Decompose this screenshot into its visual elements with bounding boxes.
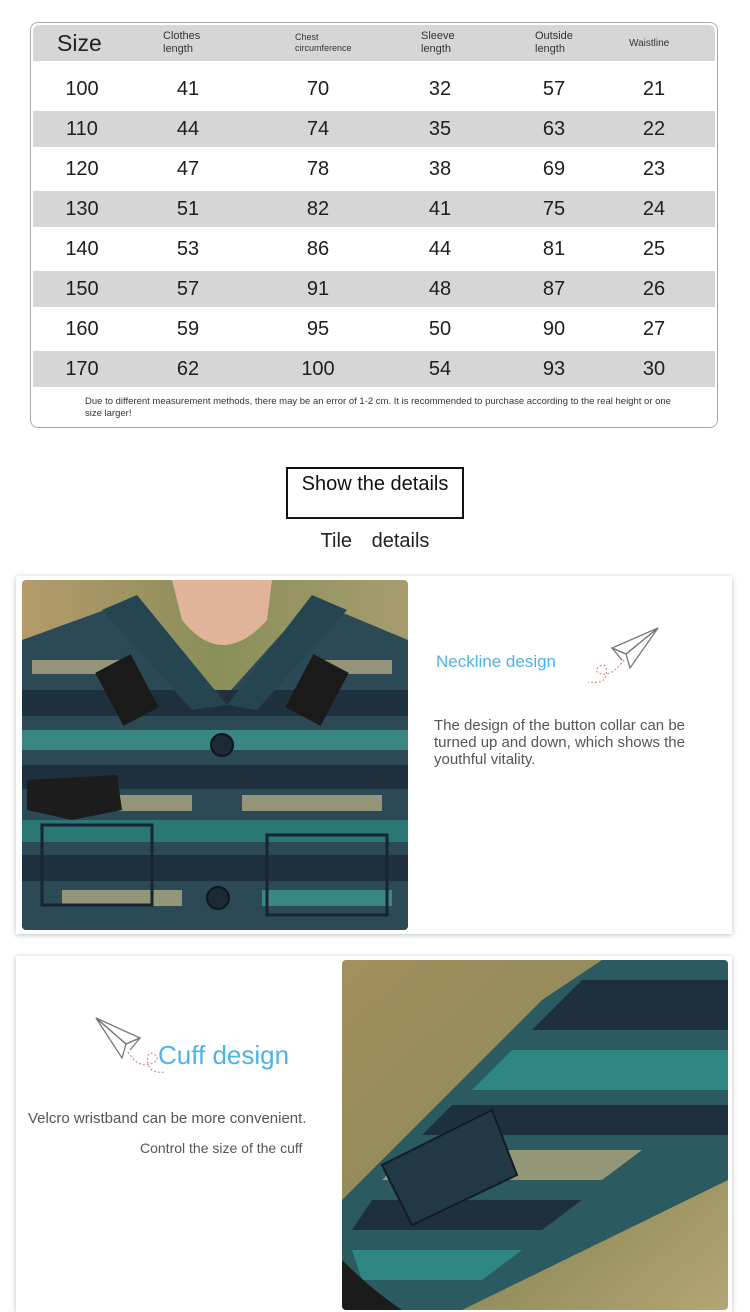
waistline-cell: 24 xyxy=(642,197,666,220)
outside-length-cell: 75 xyxy=(542,197,566,220)
neckline-description: The design of the button collar can be turned up and down, which shows the youthful vitality. xyxy=(434,717,686,768)
cuff-design-title: Cuff design xyxy=(158,1040,290,1070)
waistline-cell: 25 xyxy=(642,237,666,260)
header-size: Size xyxy=(57,29,102,56)
sleeve-cell: 48 xyxy=(428,277,452,300)
clothes-length-cell: 62 xyxy=(176,357,200,380)
table-header-row xyxy=(33,25,715,61)
waistline-cell: 21 xyxy=(642,77,666,100)
table-row xyxy=(33,271,715,307)
outside-length-cell: 63 xyxy=(542,117,566,140)
size-cell: 140 xyxy=(65,237,99,260)
size-cell: 110 xyxy=(66,117,98,140)
outside-length-cell: 57 xyxy=(542,77,566,100)
size-cell: 170 xyxy=(65,357,99,380)
cuff-feature-card xyxy=(16,956,732,1312)
outside-length-cell: 81 xyxy=(542,237,566,260)
sleeve-cell: 35 xyxy=(428,117,452,140)
outside-length-cell: 87 xyxy=(542,277,566,300)
show-details-heading xyxy=(286,467,464,519)
sleeve-cell: 54 xyxy=(428,357,452,380)
cuff-description-primary: Velcro wristband can be more convenient. xyxy=(28,1110,307,1127)
clothes-length-cell: 51 xyxy=(176,197,200,220)
clothes-length-cell: 59 xyxy=(176,317,200,340)
chest-cell: 100 xyxy=(301,357,335,380)
measurement-note: Due to different measurement methods, there may be an error of 1-2 cm. It is recommended to purchase according to the real height or one size larger! xyxy=(85,396,671,419)
table-row xyxy=(33,151,715,187)
header-sleeve-length: Sleeve length xyxy=(421,30,455,55)
cuff-photo xyxy=(342,960,728,1310)
outside-length-cell: 69 xyxy=(542,157,566,180)
clothes-length-cell: 53 xyxy=(176,237,200,260)
chest-cell: 95 xyxy=(306,317,330,340)
size-chart-table xyxy=(30,22,718,428)
sleeve-cell: 44 xyxy=(428,237,452,260)
outside-length-cell: 90 xyxy=(542,317,566,340)
tile-details-subheading: Tile details xyxy=(320,530,430,552)
chest-cell: 70 xyxy=(306,77,330,100)
table-row xyxy=(33,191,715,227)
table-row xyxy=(33,71,715,107)
waistline-cell: 30 xyxy=(642,357,666,380)
chest-cell: 86 xyxy=(306,237,330,260)
chest-cell: 82 xyxy=(306,197,330,220)
header-outside-length: Outside length xyxy=(535,30,573,55)
table-row xyxy=(33,351,715,387)
neckline-design-title: Neckline design xyxy=(436,652,557,671)
header-clothes-length: Clothes length xyxy=(163,30,201,55)
cuff-description-secondary: Control the size of the cuff xyxy=(140,1140,303,1156)
waistline-cell: 27 xyxy=(642,317,666,340)
clothes-length-cell: 44 xyxy=(176,117,200,140)
sleeve-cell: 41 xyxy=(428,197,452,220)
size-cell: 100 xyxy=(65,77,99,100)
table-row xyxy=(33,231,715,267)
neckline-feature-card xyxy=(16,576,732,934)
chest-cell: 91 xyxy=(306,277,330,300)
sleeve-cell: 50 xyxy=(428,317,452,340)
table-row xyxy=(33,311,715,347)
size-cell: 160 xyxy=(65,317,99,340)
waistline-cell: 22 xyxy=(642,117,666,140)
clothes-length-cell: 47 xyxy=(176,157,200,180)
clothes-length-cell: 57 xyxy=(176,277,200,300)
chest-cell: 74 xyxy=(306,117,330,140)
header-chest-circumference: Chest circumference xyxy=(295,32,352,53)
paper-plane-icon xyxy=(582,626,666,686)
size-cell: 150 xyxy=(65,277,99,300)
waistline-cell: 26 xyxy=(642,277,666,300)
outside-length-cell: 93 xyxy=(542,357,566,380)
size-cell: 120 xyxy=(65,157,99,180)
header-waistline: Waistline xyxy=(629,37,670,49)
clothes-length-cell: 41 xyxy=(176,77,200,100)
waistline-cell: 23 xyxy=(642,157,666,180)
sleeve-cell: 38 xyxy=(428,157,452,180)
size-cell: 130 xyxy=(65,197,99,220)
chest-cell: 78 xyxy=(306,157,330,180)
table-row xyxy=(33,111,715,147)
sleeve-cell: 32 xyxy=(428,77,452,100)
neckline-photo xyxy=(22,580,408,930)
show-details-label: Show the details xyxy=(301,473,449,495)
